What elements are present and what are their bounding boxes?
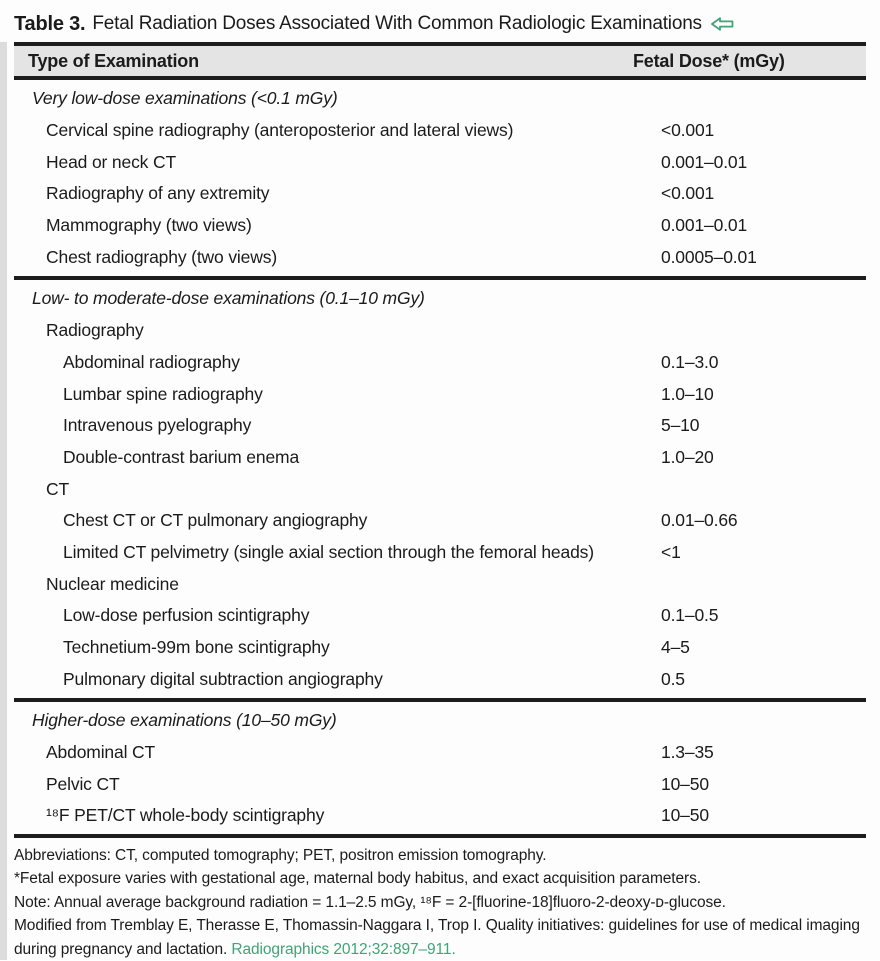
- table-row: [14, 315, 866, 347]
- table-row: [14, 178, 866, 210]
- dose-value: 0.5: [661, 668, 685, 689]
- table-row: [14, 378, 866, 410]
- scan-edge-strip: [0, 42, 7, 960]
- dose-value: 0.1–3.0: [661, 351, 719, 372]
- table-row: [14, 241, 866, 273]
- table-row: [14, 568, 866, 600]
- examination-label: Head or neck CT: [46, 151, 177, 172]
- dose-value: 0.01–0.66: [661, 510, 738, 531]
- examination-label: Technetium-99m bone scintigraphy: [63, 637, 330, 658]
- dose-value: <0.001: [661, 120, 715, 141]
- column-header-fetal-dose: Fetal Dose* (mGy): [633, 50, 785, 71]
- footnote-text: *Fetal exposure varies with gestational age, maternal body habitus, and exact acquisition parameters.: [14, 870, 701, 888]
- section-divider: [14, 276, 866, 280]
- section-heading: [14, 283, 866, 315]
- examination-label: Intravenous pyelography: [63, 415, 252, 436]
- dose-value: <0.001: [661, 183, 715, 204]
- table-row: [14, 347, 866, 379]
- table-row: [14, 737, 866, 769]
- table-row: [14, 537, 866, 569]
- footnote: [14, 891, 866, 915]
- footnote-text: Modified from Tremblay E, Therasse E, Thomassin-Naggara I, Trop I. Quality initiatives: guidelines for use of medical imaging during pregnancy and lactation.: [14, 917, 860, 958]
- dose-value: 0.1–0.5: [661, 605, 719, 626]
- footnote: [14, 914, 866, 961]
- examination-label: Radiography of any extremity: [46, 183, 270, 204]
- dose-value: 5–10: [661, 415, 700, 436]
- examination-label: Chest radiography (two views): [46, 246, 278, 267]
- table-row: [14, 473, 866, 505]
- dose-value: 10–50: [661, 805, 709, 826]
- examination-label: Double-contrast barium enema: [63, 446, 300, 467]
- table-title: [14, 0, 866, 39]
- examination-label: Mammography (two views): [46, 215, 252, 236]
- citation-link[interactable]: Radiographics 2012;32:897–911.: [231, 940, 456, 958]
- examination-label: Low-dose perfusion scintigraphy: [63, 605, 310, 626]
- table-row: [14, 800, 866, 832]
- footnote: [14, 844, 866, 868]
- table-row: [14, 768, 866, 800]
- section-heading-label: Low- to moderate-dose examinations (0.1–10 mGy): [32, 288, 425, 309]
- section-divider: [14, 698, 866, 702]
- table-row: [14, 442, 866, 474]
- dose-value: 10–50: [661, 773, 709, 794]
- dose-value: 0.001–0.01: [661, 151, 748, 172]
- dose-value: 0.0005–0.01: [661, 246, 757, 267]
- dose-value: <1: [661, 541, 681, 562]
- table-row: [14, 663, 866, 695]
- table-header-row: [14, 42, 866, 80]
- footnote-text: Abbreviations: CT, computed tomography; PET, positron emission tomography.: [14, 846, 547, 864]
- dose-value: 1.0–10: [661, 383, 714, 404]
- examination-label: Pulmonary digital subtraction angiography: [63, 668, 383, 689]
- section-heading: [14, 83, 866, 115]
- examination-label: Chest CT or CT pulmonary angiography: [63, 510, 368, 531]
- footnote-divider: [14, 834, 866, 838]
- table-row: [14, 632, 866, 664]
- examination-label: Limited CT pelvimetry (single axial section through the femoral heads): [63, 541, 594, 562]
- section-heading-label: Higher-dose examinations (10–50 mGy): [32, 710, 337, 731]
- column-header-examination: Type of Examination: [28, 50, 199, 71]
- examination-label: Pelvic CT: [46, 773, 120, 794]
- examination-label: Nuclear medicine: [46, 573, 179, 594]
- dose-value: 4–5: [661, 637, 690, 658]
- section-heading: [14, 705, 866, 737]
- table-row: [14, 410, 866, 442]
- section-heading-label: Very low-dose examinations (<0.1 mGy): [32, 88, 338, 109]
- table-row: [14, 210, 866, 242]
- examination-label: Abdominal CT: [46, 742, 156, 763]
- dose-value: 1.0–20: [661, 446, 714, 467]
- table-row: [14, 600, 866, 632]
- dose-value: 0.001–0.01: [661, 215, 748, 236]
- footnotes: [14, 842, 866, 961]
- table-row: [14, 115, 866, 147]
- table-caption: Fetal Radiation Doses Associated With Common Radiologic Examinations: [92, 13, 702, 34]
- footnote-text: Note: Annual average background radiation = 1.1–2.5 mGy, ¹⁸F = 2-[fluorine-18]fluoro-2-deoxy-ᴅ-glucose.: [14, 893, 726, 911]
- examination-label: Lumbar spine radiography: [63, 383, 263, 404]
- table-body: [14, 80, 866, 832]
- examination-label: Cervical spine radiography (anteroposterior and lateral views): [46, 120, 514, 141]
- table-row: [14, 146, 866, 178]
- dose-value: 1.3–35: [661, 742, 714, 763]
- return-arrow-icon[interactable]: [710, 16, 734, 32]
- examination-label: Abdominal radiography: [63, 351, 240, 372]
- table-number: Table 3.: [14, 12, 86, 35]
- table-row: [14, 505, 866, 537]
- examination-label: CT: [46, 478, 70, 499]
- examination-label: Radiography: [46, 320, 144, 341]
- examination-label: ¹⁸F PET/CT whole-body scintigraphy: [46, 805, 325, 826]
- footnote: [14, 867, 866, 891]
